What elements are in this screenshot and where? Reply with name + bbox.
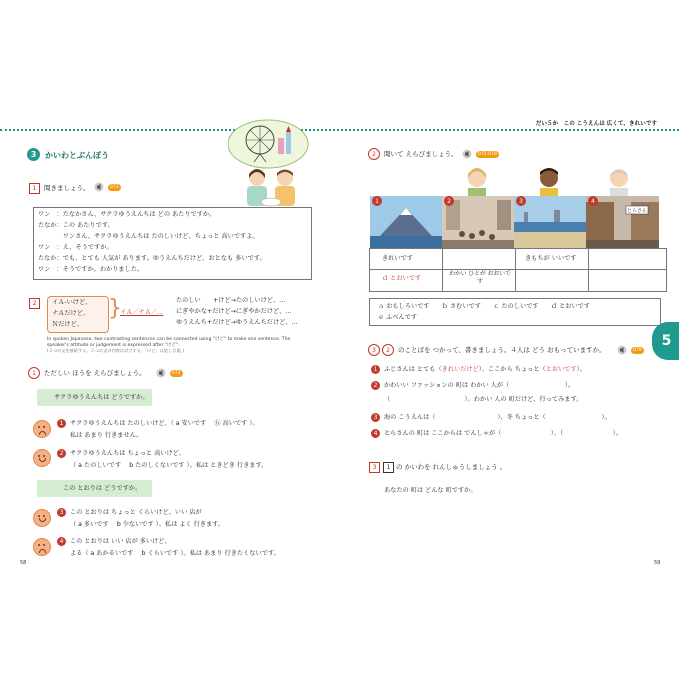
question-line: よる（ a あかるいです b くらいです ）。私は あまり 行きたくないです。 xyxy=(70,550,280,557)
item-number: 3 xyxy=(371,413,380,422)
fill-line[interactable]: かわいい ファッションの 町は わかい 人が（ ）。 xyxy=(384,382,575,389)
sad-face-icon xyxy=(33,420,51,438)
chapter-title: だい５か この こうえんは 広くて、きれいです xyxy=(535,121,657,127)
grammar-example: にぎやかな+だけど→にぎやかだけど、… xyxy=(176,308,292,315)
question-text: この とおりは どうですか。 xyxy=(63,485,142,492)
exercise-ref-number: 1 xyxy=(383,462,394,473)
exercise-2-number: 2 xyxy=(29,298,40,309)
audio-speaker-icon[interactable] xyxy=(156,368,170,378)
table-cell: きれいです xyxy=(382,255,413,262)
people-illustration xyxy=(237,166,307,208)
question-line: 私は あまり 行きません。 xyxy=(70,432,143,439)
item-number: 1 xyxy=(371,365,380,374)
choices-box xyxy=(369,298,661,326)
smile-face-icon xyxy=(33,509,51,527)
question-line: この とおりは ちょっと くらいけど、いい 店が xyxy=(70,509,202,516)
grammar-example: たのしい +けど→たのしいけど、… xyxy=(176,297,286,304)
question-bar xyxy=(37,389,152,406)
subexercise-number: 1 xyxy=(28,367,40,379)
exercise-1-number: 1 xyxy=(29,183,40,194)
track-badge: 075-078 xyxy=(478,152,497,157)
audio-speaker-icon[interactable] xyxy=(462,149,476,159)
header-dotted-divider xyxy=(0,129,679,131)
dialog-box xyxy=(33,207,312,280)
grammar-line: Ｎだけど、 xyxy=(52,321,83,328)
exercise-2-number: 2 xyxy=(368,148,380,160)
page-number-right: 59 xyxy=(654,560,661,566)
grammar-note-en: In spoken Japanese, two contrasting sentences can be connected using "けど" to make one sentence. The xyxy=(47,337,291,342)
item-number: 4 xyxy=(371,429,380,438)
photo-number: 1 xyxy=(372,196,382,206)
exercise-3-instruction: のことばを つかって、書きましょう。４人は どう おもっていますか。 xyxy=(398,346,606,354)
question-line: この とおりは いい 店が 多いけど、 xyxy=(70,538,171,545)
track-badge: 079 xyxy=(633,348,642,353)
photo-number: 3 xyxy=(516,196,526,206)
grammar-line: イＡ-いけど、 xyxy=(52,299,92,306)
choices-line: ｅ ふべんです xyxy=(378,314,418,321)
speaker-man-avatar xyxy=(534,164,564,196)
subexercise-instruction: ただしい ほうを えらびましょう。 xyxy=(44,369,146,377)
amusement-park-illustration xyxy=(228,118,310,170)
dialog-line: たなか：でも、とても 人気が あります。ゆうえんちだけど、おとなも 多いです。 xyxy=(38,255,266,262)
exercise-4-question: あなたの 町は どんな 町ですか。 xyxy=(384,487,477,494)
photo-number: 2 xyxy=(444,196,454,206)
table-cell: わかい ひとが おおいです xyxy=(449,271,511,285)
grammar-line: ナＡだけど、 xyxy=(52,310,90,317)
answer-table xyxy=(369,248,667,292)
table-cell: きもちが いいです xyxy=(525,255,577,262)
question-line: サクラゆうえんちは ちょっと 高いけど、 xyxy=(70,450,186,457)
page-number-left: 58 xyxy=(20,560,27,566)
fill-line[interactable]: 海の こうえんは（ ）、冬 ちょっと（ ）。 xyxy=(384,414,611,421)
sad-face-icon xyxy=(33,538,51,556)
exercise-number: 3 xyxy=(369,462,380,473)
dialog-line: ワン ：そうですか。わかりました。 xyxy=(38,266,144,273)
fill-line[interactable]: とらさんの 町は ここからは でんしゃが（ ）、（ ）。 xyxy=(384,430,622,437)
question-line: サクラゆうえんちは たのしいけど、（ a 安いです ⓑ 高いです ）。 xyxy=(70,420,259,427)
audio-speaker-icon[interactable] xyxy=(94,182,108,192)
question-line: （ a 多いです b 少ないです ）。私は よく 行きます。 xyxy=(70,521,225,528)
item-number: 3 xyxy=(57,508,66,517)
item-number: 4 xyxy=(57,537,66,546)
dialog-line: ワンさん、サクラゆうえんちは たのしいけど、ちょっと 高いですよ。 xyxy=(38,233,259,240)
track-badge: 074 xyxy=(172,371,181,376)
dialog-line: たなか：この あたりです。 xyxy=(38,222,114,229)
grammar-note-jp: (２つの文を接続する。２つの文の内容は対立する。「けど」は話し言葉。) xyxy=(47,348,185,353)
question-line: （ a たのしいです b たのしくないです ）。私は ときどき 行きます。 xyxy=(70,462,268,469)
grammar-pattern-box xyxy=(47,296,109,333)
chapter-tab: 5 xyxy=(652,322,679,360)
question-bar xyxy=(37,480,152,497)
photo4-sign: とらさん xyxy=(626,208,648,214)
dialog-line: ワン ：たなかさん、サクラゆうえんちは どの あたりですか。 xyxy=(38,211,216,218)
grammar-note-en: speaker's attitude or judgement is expressed after "けど". xyxy=(47,343,180,348)
table-cell-example-answer: ｄ とおいです xyxy=(382,275,422,282)
question-text: サクラゆうえんちは どうですか。 xyxy=(54,394,149,401)
grammar-target: イＡ／ナＡ／… xyxy=(120,309,164,316)
exercise-3-number: 3 xyxy=(368,344,380,356)
item-number: 1 xyxy=(57,419,66,428)
smile-face-icon xyxy=(33,449,51,467)
item-number: 2 xyxy=(57,449,66,458)
grammar-example: ゆうえんち+だけど→ゆうえんちだけど、… xyxy=(176,319,298,326)
fill-line-continued[interactable]: （ ）。わかい 人の 町だけど、行ってみます。 xyxy=(384,396,583,403)
exercise-4-instruction: の かいわを れんしゅうしましょう 。 xyxy=(396,463,507,471)
exercise-2-instruction: 聞いて えらびましょう。 xyxy=(384,150,458,158)
choices-line: ａ おもしろいです ｂ さむいです ｃ たのしいです ｄ とおいです xyxy=(378,303,591,310)
photo-number: 4 xyxy=(588,196,598,206)
dialog-line: ワン ：え、そうですか。 xyxy=(38,244,113,251)
section-title: かいわとぶんぽう xyxy=(45,151,109,160)
audio-speaker-icon[interactable] xyxy=(617,345,631,355)
exercise-3-sub-number: 2 xyxy=(382,344,394,356)
speaker-elderly-man-avatar xyxy=(604,164,634,196)
speaker-woman-avatar xyxy=(462,164,492,196)
grammar-brace: } xyxy=(108,296,122,321)
fill-line: ふじさんは とても（きれいだけど）、ここから ちょっと（とおいです）。 xyxy=(384,366,586,373)
exercise-1-instruction: 聞きましょう。 xyxy=(44,184,90,192)
item-number: 2 xyxy=(371,381,380,390)
track-badge: 073 xyxy=(110,185,119,190)
section-number-badge: 3 xyxy=(27,148,40,161)
